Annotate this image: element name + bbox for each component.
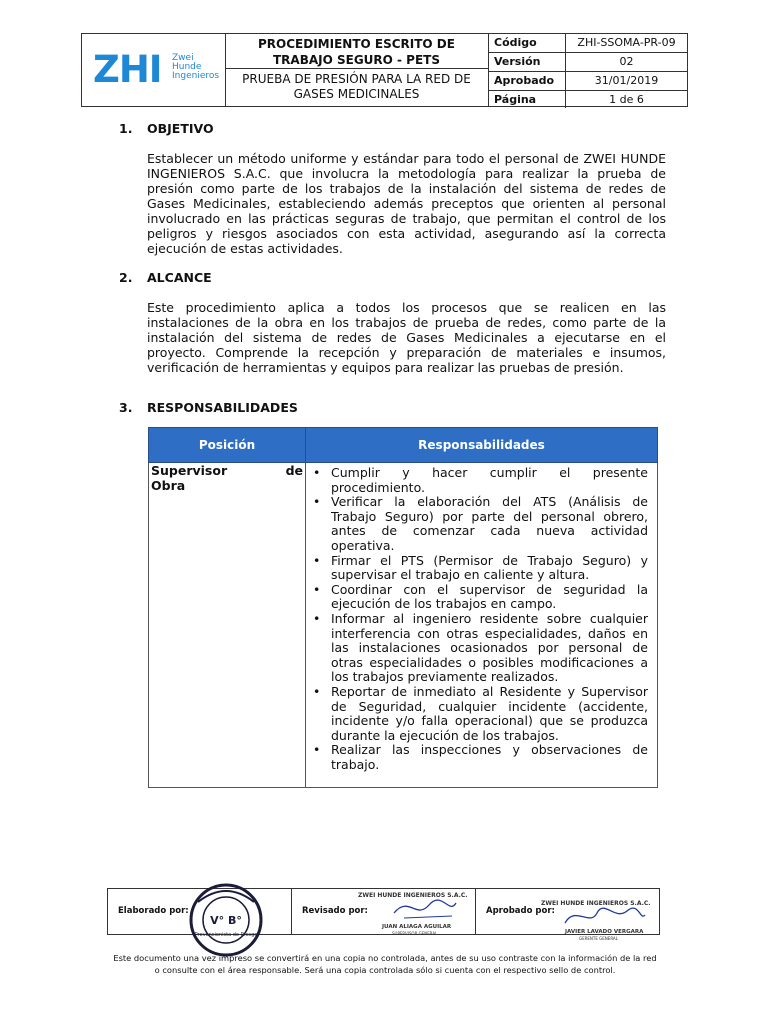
meta-row-version: Versión 02 [488,53,687,72]
svg-text:JUAN ALIAGA AGUILAR: JUAN ALIAGA AGUILAR [382,924,452,930]
section-heading-objetivo: 1. OBJETIVO [119,121,214,136]
position-cell: Supervisor de Obra [149,463,306,788]
table-row [149,463,658,788]
section-heading-responsabilidades: 3. RESPONSABILIDADES [119,400,298,415]
objetivo-paragraph: Establecer un método uniforme y estándar para todo el personal de ZWEI HUNDE INGENIEROS S.A.C. que involucra la metodología para realizar la prueba de presión como parte de los trabajos de la instalación del sistema de redes de Gases Medicinales, estableciendo además preceptos que orienten al personal involucrado en las prácticas seguras de trabajo, que permitan el control de los peligros y riesgos asociados con esta actividad, asegurando así la correcta ejecución de estas actividades. [147,151,666,256]
column-header-position: Posición [149,428,306,463]
list-item: • Realizar las inspecciones y observaciones de trabajo. [313,743,648,772]
company-logo [82,34,226,106]
section-heading-alcance: 2. ALCANCE [119,270,212,285]
list-item: • Cumplir y hacer cumplir el presente procedimiento. [313,466,648,495]
document-title-block [225,34,489,106]
elaborado-cell: Elaborado por: [108,889,292,934]
approver-signature [535,885,665,945]
revisado-cell: Revisado por: [292,889,476,934]
responsibilities-table [148,427,658,788]
list-item: • Coordinar con el supervisor de seguridad la ejecución de los trabajos en campo. [313,583,648,612]
footer-note: Este documento una vez impreso se convertirá en una copia no controlada, antes de su uso contraste con la información de la red o consulte con el área responsable. Será una copia controlada sólo si cuenta con el respectivo sello de control. [113,953,657,975]
svg-text:Prevencionista de Riesgo: Prevencionista de Riesgo [194,932,258,938]
meta-row-approved: Aprobado 31/01/2019 [488,72,687,91]
svg-text:SUPERVISOR GENERAL: SUPERVISOR GENERAL [392,931,438,936]
table-header-row [149,428,658,463]
reviewer-signature [354,885,494,940]
svg-text:ZWEI HUNDE INGENIEROS S.A.C.: ZWEI HUNDE INGENIEROS S.A.C. [541,900,651,907]
list-item: • Informar al ingeniero residente sobre cualquier interferencia con otras especialidades, daños en las instalaciones ocasionados por personal de otras especialidades o posibles modificaciones a los trabajos previamente realizados. [313,612,648,685]
approval-stamp [188,882,264,958]
list-item: • Firmar el PTS (Permisor de Trabajo Seguro) y supervisar el trabajo en caliente y altura. [313,554,648,583]
column-header-responsibilities: Responsabilidades [306,428,658,463]
document-meta-table [488,34,687,106]
list-item: • Verificar la elaboración del ATS (Análisis de Trabajo Seguro) por parte del personal obrero, antes de comenzar cada nueva actividad operativa. [313,495,648,553]
document-title: PROCEDIMIENTO ESCRITO DE TRABAJO SEGURO - PETS [225,34,488,69]
responsibilities-cell [306,463,658,788]
list-item: • Reportar de inmediato al Residente y Supervisor de Seguridad, cualquier incidente (accidente, incidente y/o falla operacional) que se produzca durante la ejecución de los trabajos. [313,685,648,743]
svg-text:V° B°: V° B° [210,914,242,927]
meta-row-code: Código ZHI-SSOMA-PR-09 [488,34,687,53]
aprobado-cell: Aprobado por: [486,906,555,916]
logo-subtitle: Zwei Hunde Ingenieros [172,53,220,81]
svg-text:JAVIER LAVADO VERGARA: JAVIER LAVADO VERGARA [565,929,644,935]
meta-row-page: Página 1 de 6 [488,91,687,108]
svg-text:GERENTE GENERAL: GERENTE GENERAL [579,936,618,941]
alcance-paragraph: Este procedimiento aplica a todos los procesos que se realicen en las instalaciones de la obra en los trabajos de prueba de redes, como parte de la instalación del sistema de redes de Gases Medicinales a ejecutarse en el proyecto. Comprende la recepción y preparación de materiales e insumos, verificación de herramientas y equipos para realizar las pruebas de presión. [147,300,666,375]
document-subtitle: PRUEBA DE PRESIÓN PARA LA RED DE GASES MEDICINALES [242,72,471,101]
logo-text: ZHI [93,48,162,91]
responsibilities-list [307,464,656,786]
svg-text:ZWEI HUNDE INGENIEROS S.A.C.: ZWEI HUNDE INGENIEROS S.A.C. [358,892,468,899]
document-header [81,33,688,107]
